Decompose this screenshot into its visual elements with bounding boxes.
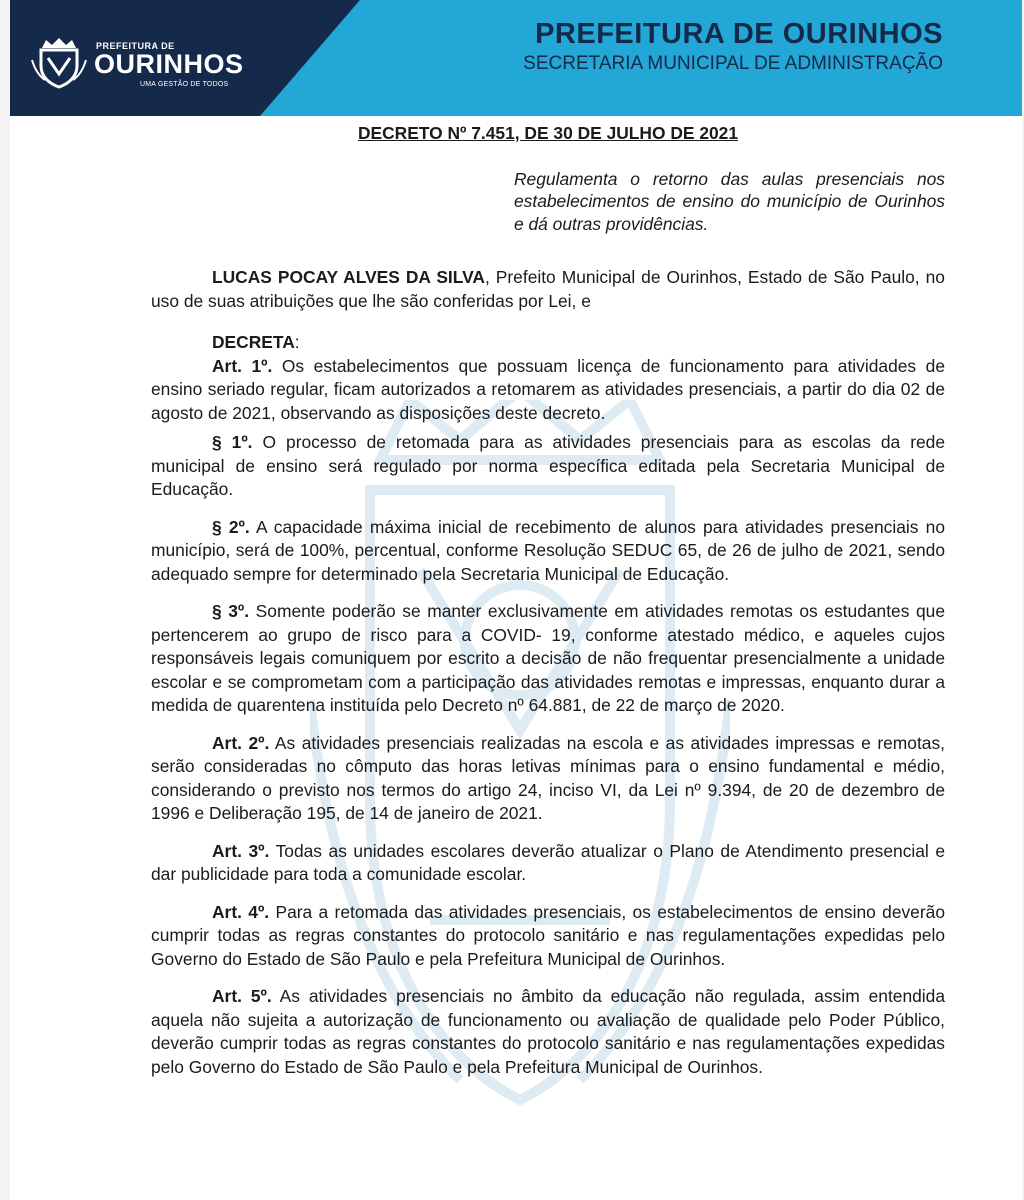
logo-prefix: PREFEITURA DE (96, 41, 175, 51)
paragraph-text: Para a retomada das atividades presenciais, os estabelecimentos de ensino deverão cumprir todas as regras constantes do protocolo sanitário e nas regulamentações expedidas pelo Governo do Estado de São Paulo e pela Prefeitura Municipal de Ourinhos. (151, 901, 945, 969)
paragraph-text: As atividades presenciais no âmbito da educação não regulada, assim entendida aquela não sujeita a autorização de funcionamento ou avaliação de qualidade pelo Poder Público, deverão cumprir todas as regras constantes do protocolo sanitário e nas regulamentações expedidas pelo Governo do Estado de São Paulo e pela Prefeitura Municipal de Ourinhos. (151, 986, 945, 1077)
article-4 (151, 901, 945, 972)
mayor-name: LUCAS POCAY ALVES DA SILVA (212, 267, 485, 287)
paragraph-text: A capacidade máxima inicial de recebimento de alunos para atividades presenciais no município, será de 100%, percentual, conforme Resolução SEDUC 65, de 26 de julho de 2021, sendo adequado sempre for determinado pela Secretaria Municipal de Educação. (151, 516, 946, 584)
article-1-paragraph-2 (151, 516, 945, 587)
paragraph-label: § 3º. (212, 601, 250, 621)
logo-tagline: UMA GESTÃO DE TODOS (140, 81, 229, 88)
header-subtitle: SECRETARIA MUNICIPAL DE ADMINISTRAÇÃO (523, 53, 943, 74)
paragraph-text: As atividades presenciais realizadas na escola e as atividades impressas e remotas, serão consideradas no cômputo das horas letivas mínimas para o ensino fundamental e médio, considerando o previsto nos termos do artigo 24, inciso VI, da Lei nº 9.394, de 20 de dezembro de 1996 e Deliberação 195, de 14 de janeiro de 2021. (151, 732, 945, 823)
city-logo (30, 34, 270, 94)
paragraph-text: Todas as unidades escolares deverão atualizar o Plano de Atendimento presencial e dar publicidade para toda a comunidade escolar. (151, 840, 946, 884)
paragraph-text: Os estabelecimentos que possuam licença de funcionamento para atividades de ensino seriado regular, ficam autorizados a retomarem as atividades presenciais, a partir do dia 02 de agosto de 2021, observando as disposições deste decreto. (151, 355, 945, 423)
paragraph-label: Art. 1º. (212, 355, 273, 376)
intro-text: , Prefeito Municipal de Ourinhos, Estado de São Paulo, no uso de suas atribuições que lhe são conferidas por Lei, e (151, 267, 945, 311)
crest-icon (30, 36, 88, 90)
logo-name: OURINHOS (94, 49, 244, 79)
decreta-label: DECRETA (212, 332, 295, 352)
decree-title: DECRETO Nº 7.451, DE 30 DE JULHO DE 2021 (357, 123, 739, 143)
decree-intro (151, 266, 945, 313)
article-2 (151, 732, 945, 826)
article-3 (151, 840, 945, 887)
document-page (10, 0, 1022, 1200)
paragraph-label: § 2º. (212, 516, 250, 537)
paragraph-label: Art. 2º. (212, 732, 270, 753)
article-5 (151, 985, 945, 1079)
paragraph-text: Somente poderão se manter exclusivamente em atividades remotas os estudantes que pertencerem ao grupo de risco para a COVID- 19, conforme atestado médico, e aqueles cujos responsáveis legais comuniquem por escrito a decisão de não frequentar presencialmente a unidade escolar e se comprometam com a participação das atividades remotas e impressas, enquanto durar a medida de quarentena instituída pelo Decreto nº 64.881, de 22 de março de 2020. (151, 601, 945, 715)
paragraph-text: O processo de retomada para as atividades presenciais para as escolas da rede municipal de ensino será regulado por norma específica editada pela Secretaria Municipal de Educação. (151, 432, 945, 499)
paragraph-label: Art. 3º. (212, 840, 270, 861)
decreta-heading (212, 331, 945, 355)
article-1-paragraph-1 (151, 431, 945, 502)
paragraph-label: Art. 4º. (212, 901, 270, 922)
article-1 (151, 355, 945, 426)
article-1-paragraph-3 (151, 600, 945, 718)
decree-summary: Regulamenta o retorno das aulas presenciais nos estabelecimentos de ensino do município de Ourinhos e dá outras providências. (514, 168, 945, 234)
header-title: PREFEITURA DE OURINHOS (535, 18, 943, 50)
decreta-colon: : (294, 332, 300, 352)
paragraph-label: Art. 5º. (212, 986, 272, 1006)
decree-body (151, 122, 945, 1079)
paragraph-label: § 1º. (212, 432, 253, 452)
